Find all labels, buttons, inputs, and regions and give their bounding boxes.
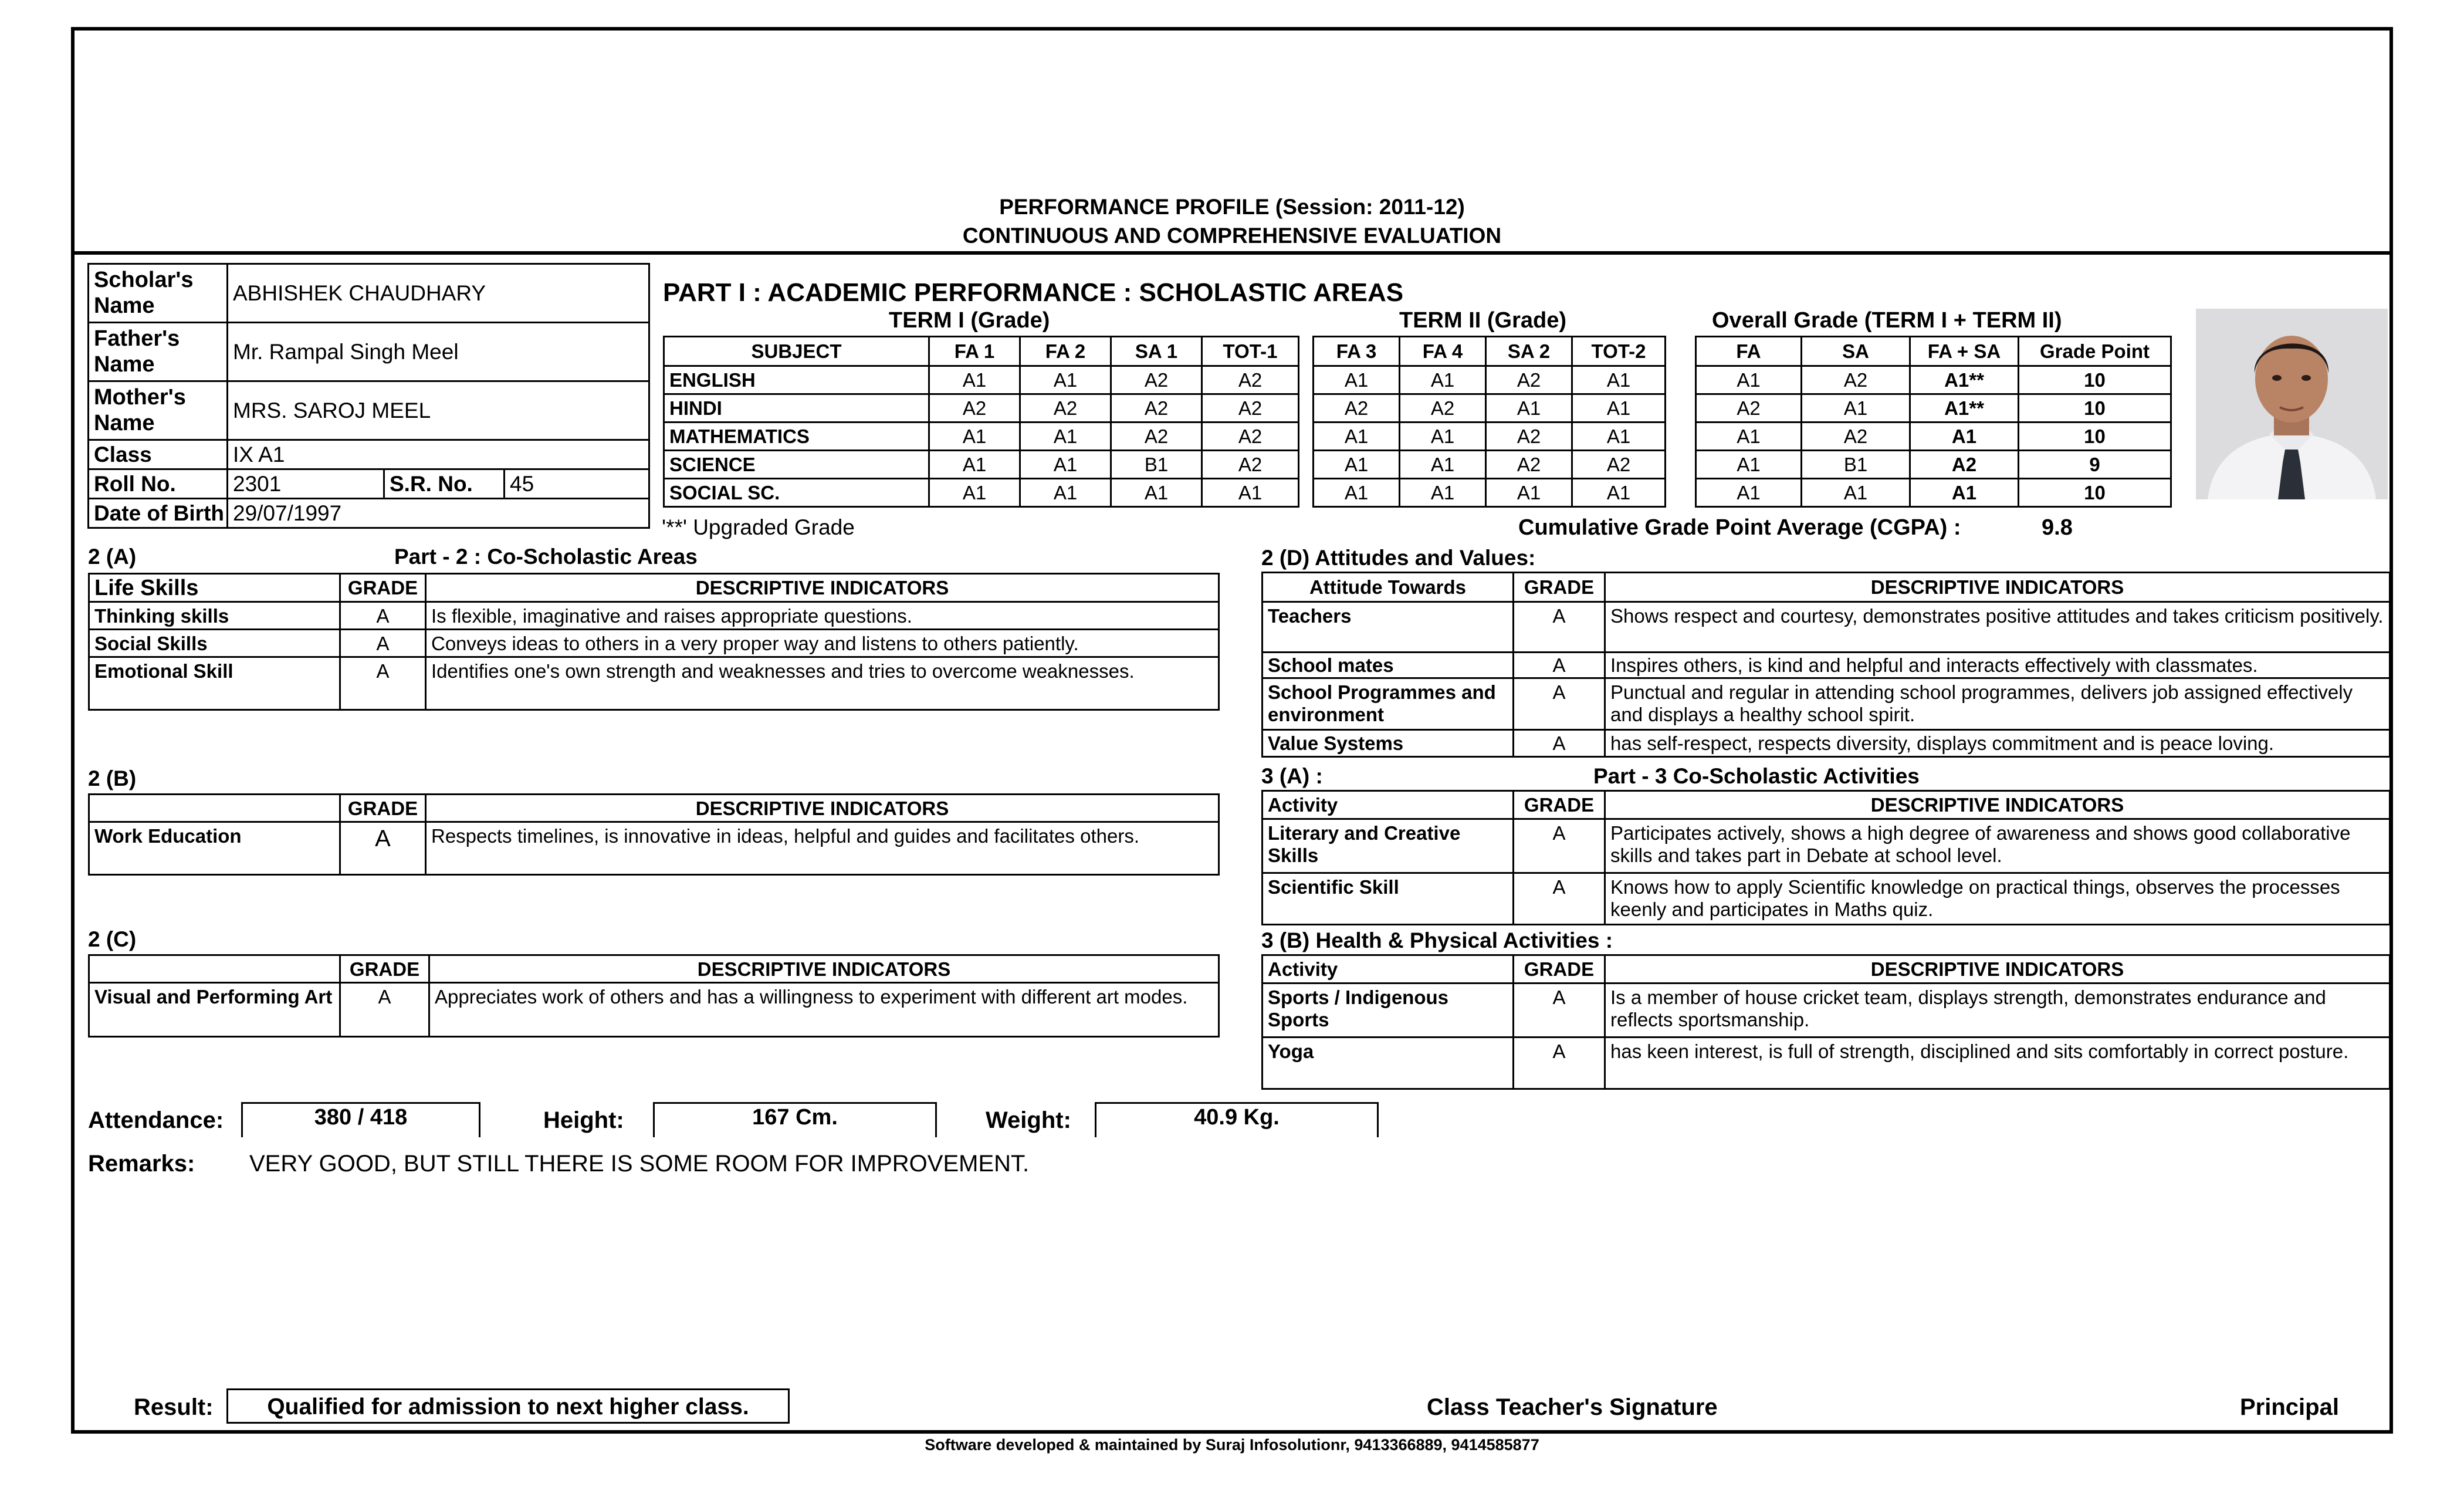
grade-point-cell: 10	[2019, 394, 2171, 423]
skill-desc: Identifies one's own strength and weaknesses and tries to overcome weaknesses.	[426, 657, 1219, 710]
table-row	[1314, 479, 1666, 507]
grade-cell: A1	[1696, 451, 1802, 479]
subject-name: SCIENCE	[664, 451, 929, 479]
subject-header: SUBJECT	[664, 337, 929, 366]
mother-name: MRS. SAROJ MEEL	[228, 381, 649, 440]
software-credit: Software developed & maintained by Suraj Infosolutionr, 9413366889, 9414585877	[925, 1436, 1539, 1454]
grade-cell: A2	[1572, 451, 1666, 479]
health-activity-name: Yoga	[1263, 1038, 1514, 1089]
fa2-header: FA 2	[1020, 337, 1111, 366]
section-2d-label: 2 (D) Attitudes and Values:	[1261, 546, 1536, 570]
grade-cell: A2	[1111, 366, 1202, 394]
table-row	[664, 451, 1299, 479]
father-name: Mr. Rampal Singh Meel	[228, 323, 649, 381]
activity-header: Activity	[1263, 955, 1514, 984]
table-row	[1696, 423, 2171, 451]
grade-cell: A1	[1572, 394, 1666, 423]
class-teacher-signature: Class Teacher's Signature	[1427, 1394, 1718, 1420]
grade-header: GRADE	[340, 955, 429, 983]
table-row	[89, 657, 1219, 710]
term1-title: TERM I (Grade)	[889, 308, 1050, 333]
grade-cell: A1	[1910, 479, 2019, 507]
grade-cell: A1**	[1910, 366, 2019, 394]
work-education-name: Work Education	[89, 822, 340, 875]
mother-name-label: Mother's Name	[89, 381, 228, 440]
skill-name: Thinking skills	[89, 602, 340, 630]
attendance-label: Attendance:	[88, 1107, 224, 1133]
grade-cell: A1	[1314, 423, 1400, 451]
result-label: Result:	[134, 1394, 214, 1420]
health-activity-desc: has keen interest, is full of strength, disciplined and sits comfortably in correct posture.	[1605, 1038, 2390, 1089]
cgpa-label: Cumulative Grade Point Average (CGPA) :	[1518, 515, 1961, 540]
section-2b-label: 2 (B)	[88, 766, 137, 790]
grade-cell: A1	[1400, 479, 1486, 507]
sa2-header: SA 2	[1486, 337, 1572, 366]
grade-header: GRADE	[1514, 573, 1605, 602]
skill-grade: A	[340, 602, 426, 630]
grade-point-cell: 10	[2019, 366, 2171, 394]
sa1-header: SA 1	[1111, 337, 1202, 366]
fa1-header: FA 1	[929, 337, 1020, 366]
fa-sa-header: FA + SA	[1910, 337, 2019, 366]
sr-no-value: 45	[505, 469, 649, 499]
attitude-name: School mates	[1263, 653, 1514, 678]
attitude-desc: Inspires others, is kind and helpful and interacts effectively with classmates.	[1605, 653, 2390, 678]
attitude-desc: Shows respect and courtesy, demonstrates positive attitudes and takes criticism positively.	[1605, 602, 2390, 653]
subject-name: SOCIAL SC.	[664, 479, 929, 507]
grade-cell: A1	[929, 366, 1020, 394]
grade-cell: B1	[1111, 451, 1202, 479]
work-education-grade: A	[340, 822, 426, 875]
fa3-header: FA 3	[1314, 337, 1400, 366]
roll-no-value: 2301	[228, 469, 384, 499]
section-3b-label: 3 (B) Health & Physical Activities :	[1261, 928, 1613, 952]
work-education-desc: Respects timelines, is innovative in ideas, helpful and guides and facilitates others.	[426, 822, 1219, 875]
attitude-grade: A	[1514, 602, 1605, 653]
co-scholastic-activities-title: Part - 3 Co-Scholastic Activities	[1593, 764, 1920, 788]
dob-label: Date of Birth	[89, 499, 228, 528]
attitude-grade: A	[1514, 653, 1605, 678]
grade-cell: A1	[929, 479, 1020, 507]
table-row	[1263, 873, 2390, 925]
upgraded-grade-note: '**' Upgraded Grade	[662, 515, 855, 539]
table-row	[89, 983, 1219, 1037]
attitude-grade: A	[1514, 730, 1605, 757]
result-value: Qualified for admission to next higher class.	[226, 1388, 790, 1424]
grade-cell: A1	[1111, 479, 1202, 507]
attitude-name: School Programmes and environment	[1263, 678, 1514, 730]
table-row	[1263, 984, 2390, 1038]
grade-cell: A2	[1111, 394, 1202, 423]
activity-grade: A	[1514, 819, 1605, 873]
skill-grade: A	[340, 657, 426, 710]
tot2-header: TOT-2	[1572, 337, 1666, 366]
attitude-grade: A	[1514, 678, 1605, 730]
father-name-label: Father's Name	[89, 323, 228, 381]
desc-header: DESCRIPTIVE INDICATORS	[429, 955, 1219, 983]
grade-cell: A1	[1020, 479, 1111, 507]
remarks-value: VERY GOOD, BUT STILL THERE IS SOME ROOM FOR IMPROVEMENT.	[249, 1151, 1030, 1177]
grade-cell: A1	[1696, 366, 1802, 394]
subject-name: ENGLISH	[664, 366, 929, 394]
table-row	[1263, 1038, 2390, 1089]
attitude-name: Value Systems	[1263, 730, 1514, 757]
grade-cell: A1	[929, 451, 1020, 479]
grade-header: GRADE	[340, 574, 426, 602]
report-subtitle: CONTINUOUS AND COMPREHENSIVE EVALUATION	[962, 224, 1502, 248]
health-activity-name: Sports / Indigenous Sports	[1263, 984, 1514, 1038]
grade-point-cell: 10	[2019, 423, 2171, 451]
activity-desc: Participates actively, shows a high degree of awareness and shows good collaborative skills and takes part in Debate at school level.	[1605, 819, 2390, 873]
skill-name: Social Skills	[89, 630, 340, 657]
subject-name: MATHEMATICS	[664, 423, 929, 451]
work-education-table	[88, 793, 1220, 876]
attitude-desc: Punctual and regular in attending school programmes, delivers job assigned effectively and displays a healthy school spirit.	[1605, 678, 2390, 730]
grade-cell: A1	[1572, 423, 1666, 451]
table-row	[1263, 602, 2390, 653]
grade-cell: A2	[1202, 451, 1299, 479]
visual-arts-table	[88, 954, 1220, 1038]
co-scholastic-title: Part - 2 : Co-Scholastic Areas	[394, 545, 698, 569]
attitudes-table	[1261, 572, 2391, 758]
visual-arts-grade: A	[340, 983, 429, 1037]
table-row	[1314, 366, 1666, 394]
cgpa-value: 9.8	[2042, 515, 2073, 540]
grade-cell: A1	[1314, 366, 1400, 394]
skill-name: Emotional Skill	[89, 657, 340, 710]
dob-value: 29/07/1997	[228, 499, 649, 528]
grade-cell: A2	[1802, 366, 1910, 394]
report-title: PERFORMANCE PROFILE (Session: 2011-12)	[999, 195, 1465, 219]
weight-value: 40.9 Kg.	[1095, 1102, 1379, 1137]
table-row	[1696, 451, 2171, 479]
activity-header: Activity	[1263, 791, 1514, 819]
table-row	[664, 366, 1299, 394]
grade-cell: A1	[1696, 479, 1802, 507]
section-2c-label: 2 (C)	[88, 927, 137, 951]
grade-cell: A1	[1486, 394, 1572, 423]
grade-cell: A1	[1802, 479, 1910, 507]
life-skills-header: Life Skills	[89, 574, 340, 602]
class-value: IX A1	[228, 440, 649, 469]
grade-cell: A2	[1314, 394, 1400, 423]
sa-header: SA	[1802, 337, 1910, 366]
visual-arts-name: Visual and Performing Art	[89, 983, 340, 1037]
grade-cell: A1	[1572, 366, 1666, 394]
grade-cell: A2	[1486, 423, 1572, 451]
health-activity-grade: A	[1514, 984, 1605, 1038]
table-row	[89, 630, 1219, 657]
skill-grade: A	[340, 630, 426, 657]
grade-header: GRADE	[1514, 791, 1605, 819]
attendance-value: 380 / 418	[241, 1102, 480, 1137]
table-row	[1696, 479, 2171, 507]
activity-grade: A	[1514, 873, 1605, 925]
section-2a-label: 2 (A)	[88, 545, 137, 569]
grade-cell: A1	[1202, 479, 1299, 507]
activity-name: Scientific Skill	[1263, 873, 1514, 925]
term2-title: TERM II (Grade)	[1399, 308, 1567, 333]
table-row	[89, 822, 1219, 875]
term1-table	[663, 336, 1299, 508]
blank-header	[89, 795, 340, 822]
skill-desc: Conveys ideas to others in a very proper way and listens to others patiently.	[426, 630, 1219, 657]
grade-header: GRADE	[340, 795, 426, 822]
tot1-header: TOT-1	[1202, 337, 1299, 366]
grade-cell: A1	[1314, 479, 1400, 507]
grade-cell: A1	[1020, 423, 1111, 451]
remarks-label: Remarks:	[88, 1151, 195, 1177]
grade-cell: A1	[929, 423, 1020, 451]
health-activity-desc: Is a member of house cricket team, displays strength, demonstrates endurance and reflects sportsmanship.	[1605, 984, 2390, 1038]
class-label: Class	[89, 440, 228, 469]
desc-header: DESCRIPTIVE INDICATORS	[1605, 955, 2390, 984]
grade-header: GRADE	[1514, 955, 1605, 984]
activity-name: Literary and Creative Skills	[1263, 819, 1514, 873]
table-row	[1696, 394, 2171, 423]
table-row	[1263, 678, 2390, 730]
grade-cell: A2	[1202, 366, 1299, 394]
grade-cell: A1	[1400, 451, 1486, 479]
grade-cell: A1	[1486, 479, 1572, 507]
grade-cell: A2	[1802, 423, 1910, 451]
grade-cell: A2	[1020, 394, 1111, 423]
student-details-table	[87, 263, 650, 529]
life-skills-table	[88, 573, 1220, 711]
table-row	[664, 479, 1299, 507]
scholar-name: ABHISHEK CHAUDHARY	[228, 264, 649, 323]
grade-cell: A2	[1202, 394, 1299, 423]
overall-table	[1695, 336, 2172, 508]
height-label: Height:	[543, 1107, 624, 1133]
grade-cell: A1	[1910, 423, 2019, 451]
skill-desc: Is flexible, imaginative and raises appropriate questions.	[426, 602, 1219, 630]
grade-cell: B1	[1802, 451, 1910, 479]
activity-desc: Knows how to apply Scientific knowledge on practical things, observes the processes keenly and participates in Maths quiz.	[1605, 873, 2390, 925]
desc-header: DESCRIPTIVE INDICATORS	[426, 574, 1219, 602]
table-row	[1314, 451, 1666, 479]
roll-no-label: Roll No.	[89, 469, 228, 499]
subject-name: HINDI	[664, 394, 929, 423]
fa-header: FA	[1696, 337, 1802, 366]
grade-cell: A1	[1572, 479, 1666, 507]
student-photo-icon	[2196, 309, 2388, 499]
academic-part-title: PART I : ACADEMIC PERFORMANCE : SCHOLASTIC AREAS	[663, 278, 1404, 307]
health-activity-grade: A	[1514, 1038, 1605, 1089]
grade-cell: A1	[1802, 394, 1910, 423]
desc-header: DESCRIPTIVE INDICATORS	[426, 795, 1219, 822]
grade-cell: A2	[1486, 451, 1572, 479]
table-row	[1263, 819, 2390, 873]
blank-header	[89, 955, 340, 983]
principal-signature: Principal	[2240, 1394, 2339, 1420]
grade-point-header: Grade Point	[2019, 337, 2171, 366]
scholar-name-label: Scholar's Name	[89, 264, 228, 323]
grade-cell: A2	[1696, 394, 1802, 423]
sr-no-label: S.R. No.	[384, 469, 505, 499]
fa4-header: FA 4	[1400, 337, 1486, 366]
overall-title: Overall Grade (TERM I + TERM II)	[1712, 308, 2062, 333]
table-row	[1263, 653, 2390, 678]
attitude-header: Attitude Towards	[1263, 573, 1514, 602]
grade-cell: A2	[1910, 451, 2019, 479]
grade-cell: A2	[1202, 423, 1299, 451]
grade-cell: A2	[1111, 423, 1202, 451]
table-row	[1263, 730, 2390, 757]
table-row	[1696, 366, 2171, 394]
table-row	[1314, 394, 1666, 423]
table-row	[1314, 423, 1666, 451]
attitude-desc: has self-respect, respects diversity, displays commitment and is peace loving.	[1605, 730, 2390, 757]
grade-cell: A1	[1696, 423, 1802, 451]
grade-cell: A1	[1400, 366, 1486, 394]
table-row	[664, 423, 1299, 451]
table-row	[664, 394, 1299, 423]
grade-cell: A1	[1314, 451, 1400, 479]
grade-cell: A1**	[1910, 394, 2019, 423]
visual-arts-desc: Appreciates work of others and has a willingness to experiment with different art modes.	[429, 983, 1219, 1037]
header-divider	[71, 251, 2393, 255]
section-3a-label: 3 (A) :	[1261, 764, 1323, 788]
weight-label: Weight:	[986, 1107, 1071, 1133]
grade-cell: A1	[1400, 423, 1486, 451]
activities-table	[1261, 790, 2391, 925]
grade-cell: A1	[1020, 366, 1111, 394]
term2-table	[1312, 336, 1666, 508]
grade-cell: A2	[1400, 394, 1486, 423]
desc-header: DESCRIPTIVE INDICATORS	[1605, 573, 2390, 602]
table-row	[89, 602, 1219, 630]
grade-point-cell: 10	[2019, 479, 2171, 507]
health-table	[1261, 954, 2391, 1090]
height-value: 167 Cm.	[653, 1102, 937, 1137]
grade-cell: A2	[929, 394, 1020, 423]
attitude-name: Teachers	[1263, 602, 1514, 653]
desc-header: DESCRIPTIVE INDICATORS	[1605, 791, 2390, 819]
grade-cell: A2	[1486, 366, 1572, 394]
grade-point-cell: 9	[2019, 451, 2171, 479]
grade-cell: A1	[1020, 451, 1111, 479]
